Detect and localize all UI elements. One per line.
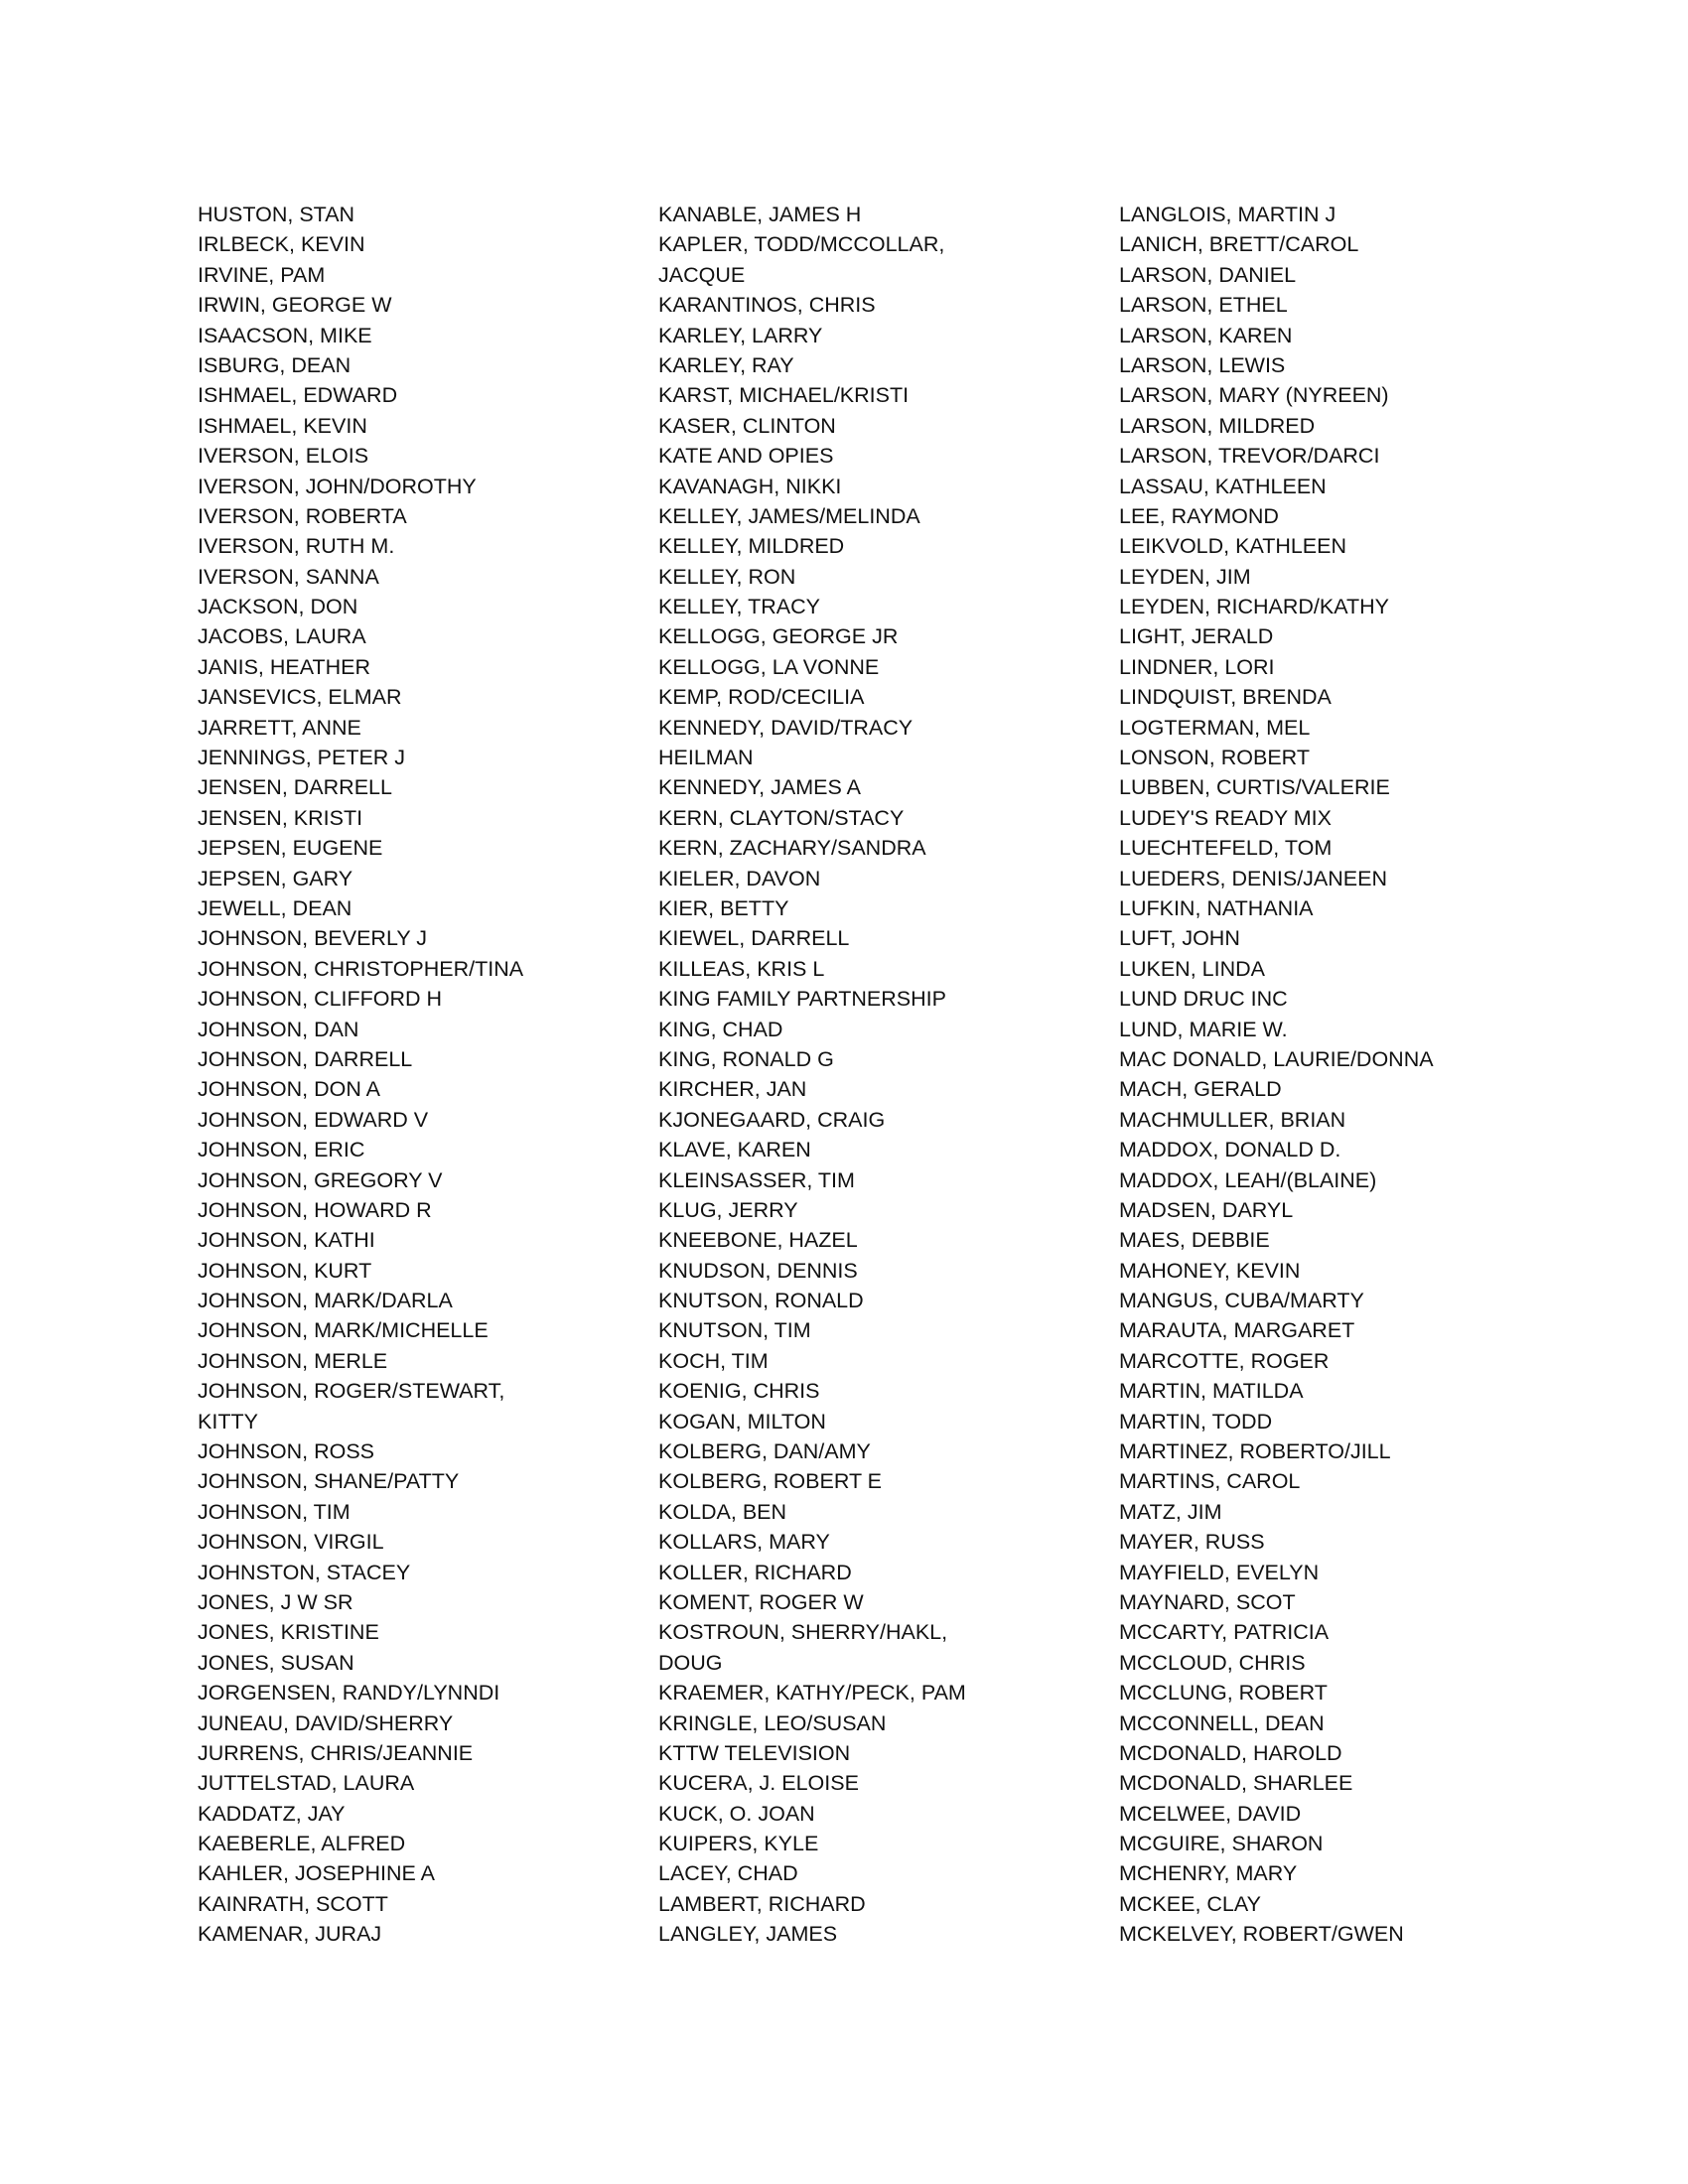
name-entry: IVERSON, ROBERTA (198, 503, 407, 528)
name-entry: IRVINE, PAM (198, 262, 326, 287)
name-entry: KING, CHAD (658, 1017, 783, 1041)
name-entry: MARCOTTE, ROGER (1119, 1348, 1330, 1373)
name-entry: IVERSON, SANNA (198, 564, 379, 589)
name-entry: MAES, DEBBIE (1119, 1228, 1270, 1253)
name-entry: MAYER, RUSS (1119, 1530, 1265, 1555)
name-entry: JOHNSON, ROGER/STEWART, (198, 1379, 505, 1404)
name-entry: LACEY, CHAD (658, 1861, 798, 1886)
name-entry: KARLEY, LARRY (658, 323, 823, 347)
name-entry: JARRETT, ANNE (198, 715, 361, 740)
name-entry: KELLOGG, LA VONNE (658, 654, 880, 679)
name-entry: MCCLOUD, CHRIS (1119, 1650, 1306, 1675)
name-entry: LUFT, JOHN (1119, 926, 1240, 951)
name-entry: IRWIN, GEORGE W (198, 293, 392, 318)
name-entry: KIER, BETTY (658, 895, 789, 920)
name-entry: MCCLUNG, ROBERT (1119, 1681, 1328, 1706)
name-entry: MCCARTY, PATRICIA (1119, 1620, 1330, 1645)
name-entry: KERN, ZACHARY/SANDRA (658, 836, 926, 861)
name-entry: JENSEN, DARRELL (198, 775, 392, 800)
name-entry: KOSTROUN, SHERRY/HAKL, (658, 1620, 948, 1645)
name-entry: IRLBECK, KEVIN (198, 232, 365, 257)
name-entry: MCELWEE, DAVID (1119, 1801, 1302, 1826)
name-entry: MCHENRY, MARY (1119, 1861, 1298, 1886)
name-entry: JOHNSON, GREGORY V (198, 1167, 443, 1192)
name-entry: MADDOX, LEAH/(BLAINE) (1119, 1167, 1377, 1192)
name-entry: LEYDEN, JIM (1119, 564, 1251, 589)
name-entry: KLUG, JERRY (658, 1197, 798, 1222)
name-entry: LUEDERS, DENIS/JANEEN (1119, 866, 1388, 890)
name-entry: KOGAN, MILTON (658, 1409, 826, 1433)
name-entry: JOHNSTON, STACEY (198, 1560, 411, 1584)
name-entry: JOHNSON, DARRELL (198, 1046, 413, 1071)
name-entry: JOHNSON, VIRGIL (198, 1530, 384, 1555)
name-entry: JOHNSON, ERIC (198, 1138, 365, 1162)
name-entry: JOHNSON, BEVERLY J (198, 926, 427, 951)
name-entry: ISHMAEL, EDWARD (198, 383, 398, 408)
name-entry: KNEEBONE, HAZEL (658, 1228, 858, 1253)
name-column-3 (1119, 200, 1556, 1950)
name-entry: JOHNSON, HOWARD R (198, 1197, 432, 1222)
name-entry: KRINGLE, LEO/SUSAN (658, 1710, 887, 1735)
name-entry: LIGHT, JERALD (1119, 624, 1274, 649)
name-entry: KAEBERLE, ALFRED (198, 1832, 406, 1856)
name-entry: JOHNSON, KATHI (198, 1228, 375, 1253)
name-entry: ISBURG, DEAN (198, 352, 352, 377)
name-entry: HEILMAN (658, 746, 754, 770)
name-entry: KLAVE, KAREN (658, 1138, 811, 1162)
name-entry: KARLEY, RAY (658, 352, 794, 377)
name-entry: KNUDSON, DENNIS (658, 1258, 858, 1283)
name-entry: JOHNSON, SHANE/PATTY (198, 1469, 460, 1494)
name-entry: LINDQUIST, BRENDA (1119, 685, 1332, 710)
name-entry: JORGENSEN, RANDY/LYNNDI (198, 1681, 500, 1706)
name-entry: MCCONNELL, DEAN (1119, 1710, 1325, 1735)
name-entry: LUDEY'S READY MIX (1119, 805, 1332, 830)
name-entry: IVERSON, ELOIS (198, 444, 369, 469)
name-entry: MACHMULLER, BRIAN (1119, 1107, 1346, 1132)
name-entry: JACKSON, DON (198, 595, 358, 619)
name-column-1 (198, 200, 634, 1950)
name-entry: KELLEY, TRACY (658, 595, 820, 619)
name-entry: LOGTERMAN, MEL (1119, 715, 1311, 740)
name-entry: MCDONALD, HAROLD (1119, 1740, 1342, 1765)
name-entry: KERN, CLAYTON/STACY (658, 805, 905, 830)
name-entry: IVERSON, RUTH M. (198, 534, 395, 559)
name-entry: KOLLARS, MARY (658, 1530, 830, 1555)
name-entry: MAC DONALD, LAURIE/DONNA (1119, 1046, 1434, 1071)
name-entry: MARTINS, CAROL (1119, 1469, 1301, 1494)
name-entry: MAYNARD, SCOT (1119, 1589, 1296, 1614)
name-entry: LUFKIN, NATHANIA (1119, 895, 1314, 920)
name-entry: JEPSEN, GARY (198, 866, 353, 890)
name-entry: JANSEVICS, ELMAR (198, 685, 402, 710)
name-entry: KELLOGG, GEORGE JR (658, 624, 899, 649)
name-entry: JOHNSON, TIM (198, 1499, 351, 1524)
name-entry: KIRCHER, JAN (658, 1077, 807, 1102)
name-entry: LARSON, MILDRED (1119, 413, 1316, 438)
name-entry: LEYDEN, RICHARD/KATHY (1119, 595, 1389, 619)
name-entry: KJONEGAARD, CRAIG (658, 1107, 886, 1132)
name-entry: MAHONEY, KEVIN (1119, 1258, 1301, 1283)
name-entry: JONES, SUSAN (198, 1650, 354, 1675)
name-entry: MCKEE, CLAY (1119, 1891, 1261, 1916)
name-entry: JACQUE (658, 262, 746, 287)
name-entry: KUCK, O. JOAN (658, 1801, 815, 1826)
name-entry: JOHNSON, KURT (198, 1258, 372, 1283)
name-entry: KILLEAS, KRIS L (658, 956, 825, 981)
name-entry: LARSON, TREVOR/DARCI (1119, 444, 1380, 469)
name-entry: LUND, MARIE W. (1119, 1017, 1288, 1041)
name-entry: KIELER, DAVON (658, 866, 821, 890)
name-entry: KOCH, TIM (658, 1348, 769, 1373)
name-entry: ISAACSON, MIKE (198, 323, 372, 347)
name-entry: JONES, J W SR (198, 1589, 353, 1614)
name-entry: LAMBERT, RICHARD (658, 1891, 866, 1916)
name-column-2 (658, 200, 1095, 1950)
name-entry: JOHNSON, CLIFFORD H (198, 987, 443, 1012)
name-entry: JANIS, HEATHER (198, 654, 371, 679)
name-entry: MAYFIELD, EVELYN (1119, 1560, 1320, 1584)
name-entry: KING, RONALD G (658, 1046, 834, 1071)
name-entry: LARSON, ETHEL (1119, 293, 1288, 318)
name-entry: LANICH, BRETT/CAROL (1119, 232, 1359, 257)
name-entry: KIEWEL, DARRELL (658, 926, 850, 951)
name-entry: LARSON, LEWIS (1119, 352, 1286, 377)
name-entry: JOHNSON, MARK/MICHELLE (198, 1318, 489, 1343)
name-entry: MCKELVEY, ROBERT/GWEN (1119, 1922, 1404, 1947)
name-entry: LASSAU, KATHLEEN (1119, 474, 1327, 498)
name-entry: LUND DRUC INC (1119, 987, 1288, 1012)
name-entry: LUBBEN, CURTIS/VALERIE (1119, 775, 1390, 800)
name-entry: KEMP, ROD/CECILIA (658, 685, 865, 710)
name-entry: KRAEMER, KATHY/PECK, PAM (658, 1681, 966, 1706)
name-entry: JOHNSON, MARK/DARLA (198, 1289, 453, 1313)
name-entry: KING FAMILY PARTNERSHIP (658, 987, 946, 1012)
name-entry: JUTTELSTAD, LAURA (198, 1771, 415, 1796)
name-entry: LARSON, DANIEL (1119, 262, 1297, 287)
name-entry: LEE, RAYMOND (1119, 503, 1279, 528)
name-entry: MADDOX, DONALD D. (1119, 1138, 1341, 1162)
name-entry: KELLEY, JAMES/MELINDA (658, 503, 920, 528)
name-entry: KAINRATH, SCOTT (198, 1891, 388, 1916)
name-entry: KELLEY, RON (658, 564, 796, 589)
name-entry: JOHNSON, MERLE (198, 1348, 388, 1373)
name-entry: JOHNSON, CHRISTOPHER/TINA (198, 956, 524, 981)
name-entry: JURRENS, CHRIS/JEANNIE (198, 1740, 474, 1765)
name-entry: KARANTINOS, CHRIS (658, 293, 876, 318)
name-entry: LEIKVOLD, KATHLEEN (1119, 534, 1347, 559)
name-entry: KARST, MICHAEL/KRISTI (658, 383, 910, 408)
name-entry: LANGLEY, JAMES (658, 1922, 838, 1947)
name-entry: KTTW TELEVISION (658, 1740, 851, 1765)
name-entry: KANABLE, JAMES H (658, 203, 862, 226)
name-entry: JOHNSON, EDWARD V (198, 1107, 429, 1132)
name-entry: JACOBS, LAURA (198, 624, 366, 649)
name-entry: MANGUS, CUBA/MARTY (1119, 1289, 1364, 1313)
name-entry: JONES, KRISTINE (198, 1620, 379, 1645)
name-entry: JOHNSON, DAN (198, 1017, 359, 1041)
name-entry: JEWELL, DEAN (198, 895, 352, 920)
name-entry: KAMENAR, JURAJ (198, 1922, 382, 1947)
name-entry: KITTY (198, 1409, 258, 1433)
name-entry: JENNINGS, PETER J (198, 746, 406, 770)
name-entry: KNUTSON, TIM (658, 1318, 811, 1343)
name-entry: KUIPERS, KYLE (658, 1832, 819, 1856)
name-entry: LANGLOIS, MARTIN J (1119, 203, 1336, 226)
name-entry: MARTIN, TODD (1119, 1409, 1273, 1433)
name-entry: KUCERA, J. ELOISE (658, 1771, 859, 1796)
name-entry: LINDNER, LORI (1119, 654, 1275, 679)
name-entry: KELLEY, MILDRED (658, 534, 845, 559)
name-entry: KLEINSASSER, TIM (658, 1167, 855, 1192)
name-entry: MCGUIRE, SHARON (1119, 1832, 1324, 1856)
name-entry: MARTIN, MATILDA (1119, 1379, 1304, 1404)
name-entry: ISHMAEL, KEVIN (198, 413, 367, 438)
name-entry: MCDONALD, SHARLEE (1119, 1771, 1353, 1796)
name-entry: LUKEN, LINDA (1119, 956, 1265, 981)
name-entry: KOLBERG, ROBERT E (658, 1469, 883, 1494)
name-entry: MARTINEZ, ROBERTO/JILL (1119, 1439, 1391, 1464)
name-entry: MACH, GERALD (1119, 1077, 1282, 1102)
name-entry: JOHNSON, ROSS (198, 1439, 374, 1464)
name-entry: HUSTON, STAN (198, 203, 355, 226)
name-entry: KNUTSON, RONALD (658, 1289, 864, 1313)
name-entry: KENNEDY, JAMES A (658, 775, 861, 800)
name-entry: KATE AND OPIES (658, 444, 834, 469)
name-entry: MATZ, JIM (1119, 1499, 1222, 1524)
name-entry: KAHLER, JOSEPHINE A (198, 1861, 435, 1886)
name-entry: JOHNSON, DON A (198, 1077, 380, 1102)
name-entry: MADSEN, DARYL (1119, 1197, 1294, 1222)
name-entry: KADDATZ, JAY (198, 1801, 346, 1826)
name-entry: JENSEN, KRISTI (198, 805, 363, 830)
name-entry: KAVANAGH, NIKKI (658, 474, 842, 498)
name-entry: KOLDA, BEN (658, 1499, 787, 1524)
name-entry: DOUG (658, 1650, 723, 1675)
name-entry: LUECHTEFELD, TOM (1119, 836, 1333, 861)
name-entry: KASER, CLINTON (658, 413, 836, 438)
name-entry: KOENIG, CHRIS (658, 1379, 820, 1404)
name-entry: JUNEAU, DAVID/SHERRY (198, 1710, 454, 1735)
name-entry: KAPLER, TODD/MCCOLLAR, (658, 232, 945, 257)
name-entry: KOMENT, ROGER W (658, 1589, 864, 1614)
name-entry: MARAUTA, MARGARET (1119, 1318, 1355, 1343)
name-entry: LARSON, KAREN (1119, 323, 1293, 347)
name-entry: LARSON, MARY (NYREEN) (1119, 383, 1389, 408)
name-entry: LONSON, ROBERT (1119, 746, 1310, 770)
name-entry: KOLBERG, DAN/AMY (658, 1439, 871, 1464)
name-entry: KENNEDY, DAVID/TRACY (658, 715, 914, 740)
name-entry: IVERSON, JOHN/DOROTHY (198, 474, 477, 498)
name-entry: KOLLER, RICHARD (658, 1560, 852, 1584)
name-entry: JEPSEN, EUGENE (198, 836, 383, 861)
